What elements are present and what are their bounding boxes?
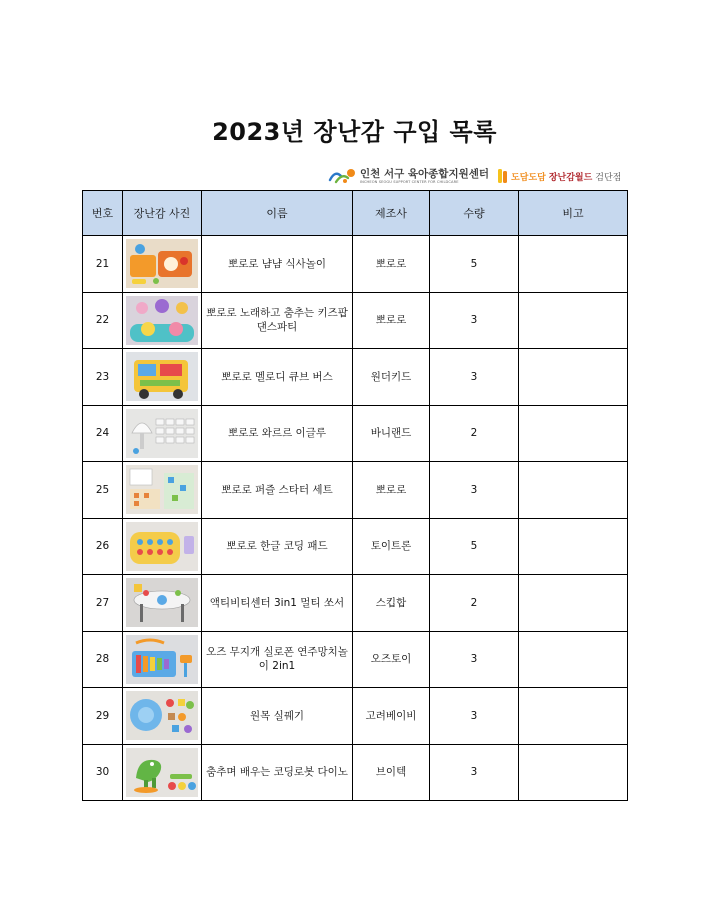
header-note: 비고: [519, 191, 628, 236]
header-photo: 장난감 사진: [123, 191, 202, 236]
row-maker: 스킵합: [353, 575, 430, 632]
table-row: [83, 462, 628, 519]
row-note: [519, 462, 628, 519]
row-name: 뽀로로 퍼즐 스타터 세트: [202, 462, 353, 519]
toy-photo-melody-bus: [126, 352, 198, 401]
row-note: [519, 688, 628, 745]
toy-photo-dance-party: [126, 296, 198, 345]
toy-photo-igloo: [126, 409, 198, 458]
header-name: 이름: [202, 191, 353, 236]
toy-library-emblem-icon: [497, 167, 509, 185]
row-quantity: 3: [430, 688, 519, 745]
row-note: [519, 744, 628, 801]
library-branch: 검단점: [595, 172, 622, 183]
row-number: 21: [83, 236, 123, 293]
table-row: [83, 688, 628, 745]
row-photo: [123, 688, 202, 745]
toy-photo-coding-pad: [126, 522, 198, 571]
table-row: [83, 349, 628, 406]
row-number: 23: [83, 349, 123, 406]
row-note: [519, 236, 628, 293]
header-logos: [327, 164, 627, 188]
row-quantity: 3: [430, 462, 519, 519]
toy-photo-lacing-beads: [126, 691, 198, 740]
toy-photo-puzzle-set: [126, 465, 198, 514]
toy-photo-coding-dino: [126, 748, 198, 797]
row-name: 뽀로로 노래하고 춤추는 키즈팝 댄스파티: [202, 292, 353, 349]
row-name: 뽀로로 와르르 이글루: [202, 405, 353, 462]
row-number: 30: [83, 744, 123, 801]
row-photo: [123, 236, 202, 293]
table-row: [83, 236, 628, 293]
row-name: 오즈 무지개 실로폰 연주망치놀이 2in1: [202, 631, 353, 688]
table-row: [83, 292, 628, 349]
row-maker: 뽀로로: [353, 236, 430, 293]
row-number: 26: [83, 518, 123, 575]
row-name: 원목 실꿰기: [202, 688, 353, 745]
page-title: 2023년 장난감 구입 목록: [212, 118, 497, 146]
row-maker: 토이트론: [353, 518, 430, 575]
row-photo: [123, 631, 202, 688]
row-number: 25: [83, 462, 123, 519]
row-note: [519, 631, 628, 688]
table-row: [83, 744, 628, 801]
row-maker: 바니랜드: [353, 405, 430, 462]
row-maker: 뽀로로: [353, 292, 430, 349]
row-quantity: 3: [430, 349, 519, 406]
row-quantity: 3: [430, 631, 519, 688]
center-subtitle: INCHEON SEOGU SUPPORT CENTER FOR CHILDCARE: [360, 179, 459, 184]
table-row: [83, 631, 628, 688]
row-name: 뽀로로 한글 코딩 패드: [202, 518, 353, 575]
row-photo: [123, 292, 202, 349]
row-maker: 오즈토이: [353, 631, 430, 688]
row-maker: 원더키드: [353, 349, 430, 406]
library-brand: 도담도담: [511, 172, 546, 183]
row-maker: 뽀로로: [353, 462, 430, 519]
row-number: 27: [83, 575, 123, 632]
row-quantity: 5: [430, 518, 519, 575]
row-note: [519, 349, 628, 406]
row-quantity: 3: [430, 292, 519, 349]
row-note: [519, 405, 628, 462]
row-number: 22: [83, 292, 123, 349]
row-number: 29: [83, 688, 123, 745]
row-photo: [123, 349, 202, 406]
header-maker: 제조사: [353, 191, 430, 236]
row-photo: [123, 518, 202, 575]
table-row: [83, 518, 628, 575]
table-row: [83, 405, 628, 462]
row-name: 춤추며 배우는 코딩로봇 다이노: [202, 744, 353, 801]
row-number: 24: [83, 405, 123, 462]
row-maker: 브이텍: [353, 744, 430, 801]
center-name: 인천 서구 육아종합지원센터: [360, 167, 490, 180]
row-photo: [123, 744, 202, 801]
row-note: [519, 575, 628, 632]
toy-purchase-table: [82, 190, 628, 801]
row-photo: [123, 575, 202, 632]
toy-photo-meal-set: [126, 239, 198, 288]
toy-photo-activity-center: [126, 578, 198, 627]
toy-photo-xylophone: [126, 635, 198, 684]
table-row: [83, 575, 628, 632]
row-photo: [123, 462, 202, 519]
library-name: 장난감월드: [548, 172, 593, 183]
row-photo: [123, 405, 202, 462]
toy-library-logo: [497, 167, 621, 185]
row-maker: 고려베이비: [353, 688, 430, 745]
header-number: 번호: [83, 191, 123, 236]
row-name: 액티비티센터 3in1 멀티 쏘서: [202, 575, 353, 632]
childcare-center-emblem-icon: [327, 166, 357, 186]
row-quantity: 2: [430, 575, 519, 632]
table-header-row: [83, 191, 628, 236]
row-quantity: 2: [430, 405, 519, 462]
row-number: 28: [83, 631, 123, 688]
childcare-center-logo: [327, 166, 489, 186]
row-note: [519, 292, 628, 349]
row-quantity: 3: [430, 744, 519, 801]
row-note: [519, 518, 628, 575]
row-name: 뽀로로 멜로디 큐브 버스: [202, 349, 353, 406]
header-quantity: 수량: [430, 191, 519, 236]
row-name: 뽀로로 냠냠 식사놀이: [202, 236, 353, 293]
row-quantity: 5: [430, 236, 519, 293]
